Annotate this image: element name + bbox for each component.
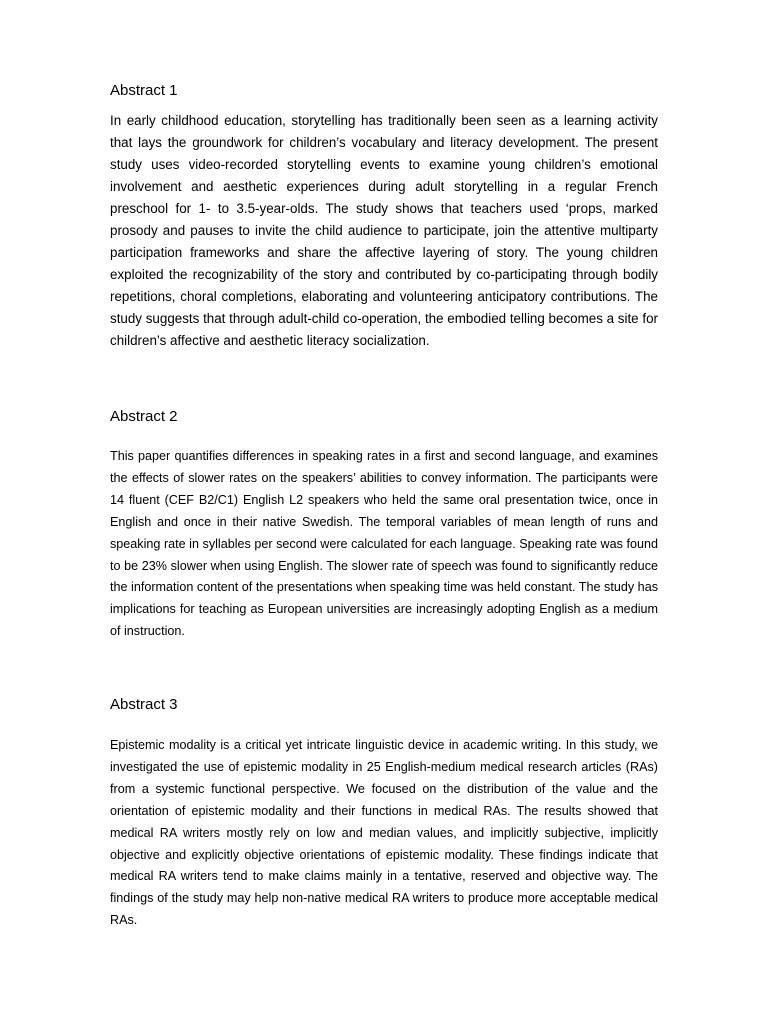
abstract-heading: Abstract 1 xyxy=(110,82,178,99)
abstract-body: This paper quantifies differences in speaking rates in a first and second language, and examines the effects of slower rates on the speakers’ abilities to convey information. The participants were 14 fluent (CEF B2/C1) English L2 speakers who held the same oral presentation twice, once in English and once in their native Swedish. The temporal variables of mean length of runs and speaking rate in syllables per second were calculated for each language. Speaking rate was found to be 23% slower when using English. The slower rate of speech was found to significantly reduce the information content of the presentations when speaking time was held constant. The study has implications for teaching as European universities are increasingly adopting English as a medium of instruction. xyxy=(110,449,658,639)
abstract-body: Epistemic modality is a critical yet intricate linguistic device in academic writing. In this study, we investigated the use of epistemic modality in 25 English-medium medical research articles (RAs) from a systemic functional perspective. We focused on the distribution of the value and the orientation of epistemic modality and their functions in medical RAs. The results showed that medical RA writers mostly rely on low and median values, and implicitly subjective, implicitly objective and explicitly objective orientations of epistemic modality. These findings indicate that medical RA writers tend to make claims mainly in a tentative, reserved and objective way. The findings of the study may help non-native medical RA writers to produce more acceptable medical RAs. xyxy=(110,738,658,928)
abstract-heading: Abstract 3 xyxy=(110,696,178,713)
abstract-heading: Abstract 2 xyxy=(110,408,178,425)
abstract-section-1 xyxy=(110,82,658,352)
abstract-body: In early childhood education, storytelling has traditionally been seen as a learning activity that lays the groundwork for children’s vocabulary and literacy development. The present study uses video-recorded storytelling events to examine young children’s emotional involvement and aesthetic experiences during adult storytelling in a regular French preschool for 1- to 3.5-year-olds. The study shows that teachers used ‘props, marked prosody and pauses to invite the child audience to participate, join the attentive multiparty participation frameworks and share the affective layering of story. The young children exploited the recognizability of the story and contributed by co-participating through bodily repetitions, choral completions, elaborating and volunteering anticipatory contributions. The study suggests that through adult-child co-operation, the embodied telling becomes a site for children’s affective and aesthetic literacy socialization. xyxy=(110,113,658,348)
abstract-section-3 xyxy=(110,696,658,932)
abstract-section-2 xyxy=(110,408,658,643)
